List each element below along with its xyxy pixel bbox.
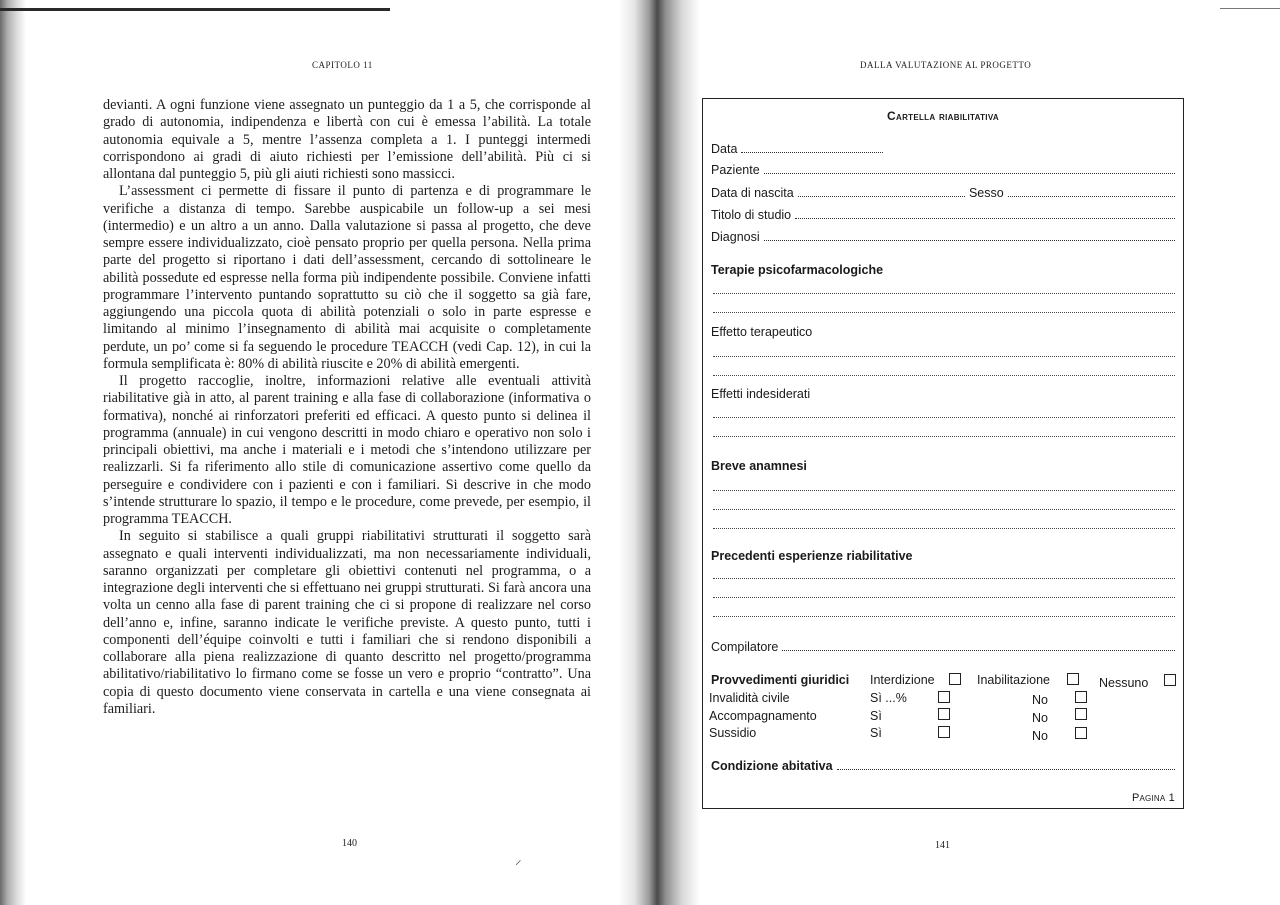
- checkbox-inabilitazione[interactable]: [1067, 673, 1079, 685]
- option-interdizione-label: Interdizione: [870, 673, 935, 687]
- field-paziente-label: Paziente: [711, 163, 760, 177]
- field-condizione-abitativa[interactable]: [711, 756, 1175, 773]
- row-accompagnamento-si-label: Sì: [870, 709, 882, 723]
- indesiderati-line-1[interactable]: [713, 417, 1175, 418]
- row-invalidita-label: Invalidità civile: [709, 691, 790, 705]
- checkbox-nessuno[interactable]: [1164, 674, 1176, 686]
- paragraph-2: L’assessment ci permette di fissare il punto di partenza e di programmare le verifiche a distanza di tempo. Sarebbe auspicabile un follow-up a sei mesi (intermedio) e un altro a un anno. Dalla valutazione si passa al progetto, che deve sempre essere individualizzato, cioè pensato proprio per quella persona. Nella prima parte del progetto si riportano i dati dell’assessment, cercando di sottolineare le abilità possedute ed espresse nella forma più indipendente possibile. Conviene infatti programmare l’intervento puntando soprattutto su ciò che il soggetto sa già fare, aggiungendo una piccola quota di abilità potenziali o solo in parte espresse e limitando al minimo l’insegnamento di abilità mai acquisite o completamente perdute, un po’ come si fa seguendo le procedure TEACCH (vedi Cap. 12), in cui la formula semplificata è: 80% di abilità riuscite e 20% di abilità emergenti.: [103, 183, 591, 372]
- field-data-label: Data: [711, 142, 738, 156]
- right-running-head: DALLA VALUTAZIONE AL PROGETTO: [860, 60, 1032, 70]
- checkbox-interdizione[interactable]: [949, 673, 961, 685]
- field-titolo-studio-label: Titolo di studio: [711, 208, 792, 222]
- row-accompagnamento-label: Accompagnamento: [709, 709, 817, 723]
- row-accompagnamento-no-label: No: [1032, 711, 1048, 725]
- terapie-line-1[interactable]: [713, 293, 1175, 294]
- field-diagnosi-label: Diagnosi: [711, 230, 760, 244]
- top-edge-line-right: [1220, 8, 1280, 9]
- checkbox-sussidio-si[interactable]: [938, 726, 950, 738]
- field-titolo-studio[interactable]: [711, 205, 1175, 222]
- field-data[interactable]: [711, 139, 883, 156]
- option-inabilitazione-label: Inabilitazione: [977, 673, 1050, 687]
- book-spine-shadow: [618, 0, 700, 905]
- checkbox-invalidita-no[interactable]: [1075, 691, 1087, 703]
- section-effetti-indesiderati: Effetti indesiderati: [711, 387, 811, 401]
- checkbox-sussidio-no[interactable]: [1075, 727, 1087, 739]
- effetto-line-2[interactable]: [713, 375, 1175, 376]
- indesiderati-line-2[interactable]: [713, 436, 1175, 437]
- anamnesi-line-1[interactable]: [713, 490, 1175, 491]
- field-paziente[interactable]: [711, 160, 1175, 177]
- left-running-head: CAPITOLO 11: [312, 60, 373, 70]
- row-sussidio-si-label: Sì: [870, 726, 882, 740]
- esperienze-line-3[interactable]: [713, 616, 1175, 617]
- rehab-record-form: [702, 98, 1184, 809]
- checkbox-invalidita-si[interactable]: [938, 691, 950, 703]
- checkbox-accompagnamento-no[interactable]: [1075, 708, 1087, 720]
- paragraph-4: In seguito si stabilisce a quali gruppi riabilitativi strutturati il soggetto sarà assegnato e quali interventi individualizzati, ma non necessariamente individuali, saranno organizzati per completare gli obiettivi contenuti nel programma, o a integrazione degli interventi che si effettuano nei gruppi strutturati. Si farà ancora una volta un cenno alla fase di parent training che ci si propone di realizzare nel corso dell’anno e, infine, saranno indicate le verifiche previste. A questo punto, tutti i componenti dell’équipe coinvolti e tutti i familiari che si rendono disponibili a collaborare alla piena realizzazione di quanto descritto nel progetto/programma abilitativo/riabilitativo lo firmano come se fosse un vero e proprio “contratto”. Una copia di questo documento viene conservata in cartella e una viene consegnata ai familiari.: [103, 528, 591, 717]
- anamnesi-line-2[interactable]: [713, 509, 1175, 510]
- field-data-nascita[interactable]: [711, 183, 1175, 200]
- field-diagnosi[interactable]: [711, 227, 1175, 244]
- row-sussidio-no-label: No: [1032, 729, 1048, 743]
- left-page-edge-shadow: [0, 0, 26, 905]
- section-provvedimenti: Provvedimenti giuridici: [711, 673, 850, 687]
- left-body-text: [103, 97, 591, 718]
- section-terapie: Terapie psicofarmacologiche: [711, 263, 884, 277]
- form-page-label: Pagina 1: [1131, 792, 1175, 804]
- field-condizione-label: Condizione abitativa: [711, 759, 833, 773]
- row-invalidita-si-label: Sì ...%: [870, 691, 907, 705]
- section-esperienze: Precedenti esperienze riabilitative: [711, 549, 913, 563]
- paragraph-1: devianti. A ogni funzione viene assegnato un punteggio da 1 a 5, che corrisponde al grado di autonomia, indipendenza e libertà con cui è emessa l’abilità. La totale autonomia equivale a 5, mentre l’assenza completa a 1. I punteggi intermedi corrispondono ai gradi di aiuto richiesti per l’emissione dell’abilità. Più ci si allontana dal punteggio 5, più gli aiuti richiesti sono massicci.: [103, 97, 591, 182]
- top-edge-line: [0, 8, 390, 11]
- checkbox-accompagnamento-si[interactable]: [938, 708, 950, 720]
- esperienze-line-1[interactable]: [713, 578, 1175, 579]
- section-effetto: Effetto terapeutico: [711, 325, 813, 339]
- paragraph-3: Il progetto raccoglie, inoltre, informazioni relative alle eventuali attività riabilitative già in atto, al parent training e alla fase di collaborazione (informativa o formativa), nonché ai rinforzatori preferiti ed efficaci. A questo punto si delinea il programma (annuale) in cui vengono descritti in modo chiaro e operativo non solo i principali obiettivi, ma anche i materiali e i metodi che s’intendono utilizzare per realizzarli. Si fa riferimento allo stile di comunicazione assertivo come quello da perseguire e condividere con i pazienti e con i familiari. Si descrive in che modo s’intende strutturare lo spazio, il tempo e le procedure, come prevede, per esempio, il programma TEACCH.: [103, 373, 591, 527]
- field-sesso-label: Sesso: [968, 186, 1004, 200]
- terapie-line-2[interactable]: [713, 312, 1175, 313]
- field-compilatore[interactable]: [711, 637, 1175, 654]
- left-page-number: 140: [342, 838, 357, 849]
- pen-mark: ⸝: [515, 853, 522, 868]
- field-compilatore-label: Compilatore: [711, 640, 779, 654]
- row-sussidio-label: Sussidio: [709, 726, 757, 740]
- section-anamnesi: Breve anamnesi: [711, 459, 807, 473]
- option-nessuno-label: Nessuno: [1099, 676, 1149, 690]
- row-invalidita-no-label: No: [1032, 693, 1048, 707]
- esperienze-line-2[interactable]: [713, 597, 1175, 598]
- right-page-number: 141: [935, 840, 950, 851]
- field-data-nascita-label: Data di nascita: [711, 186, 794, 200]
- anamnesi-line-3[interactable]: [713, 528, 1175, 529]
- form-title: Cartella riabilitativa: [887, 109, 999, 123]
- effetto-line-1[interactable]: [713, 356, 1175, 357]
